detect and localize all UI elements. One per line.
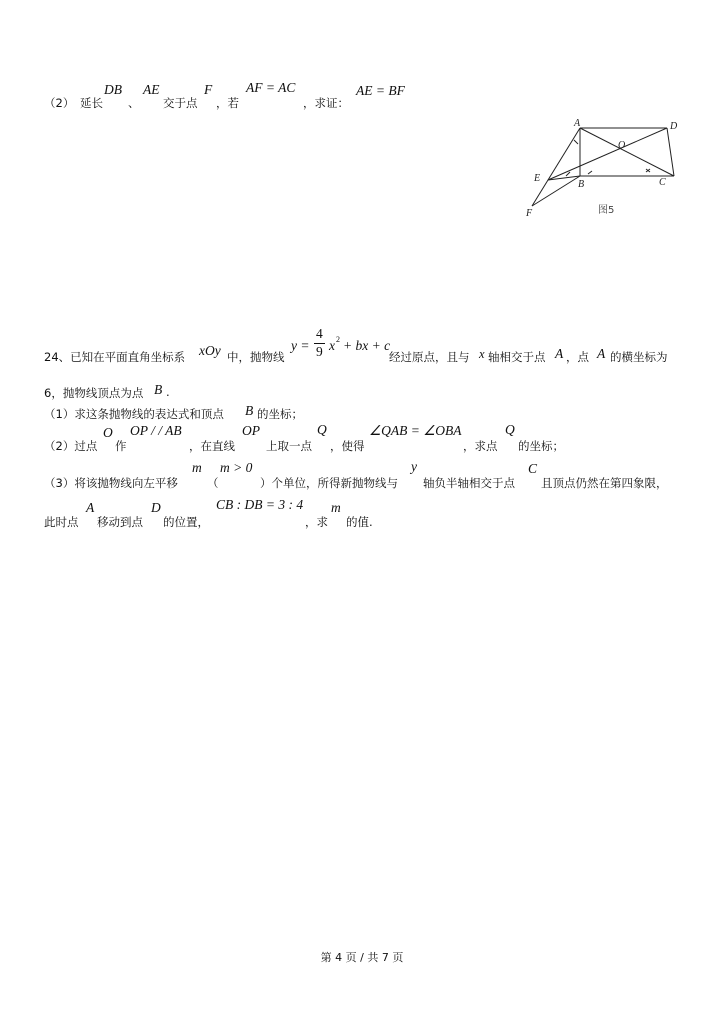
label-D: D <box>670 121 678 132</box>
angle-mark-B1 <box>566 172 570 176</box>
q2-goal: AE = BF <box>356 83 405 98</box>
q2-extend: 延长 <box>80 96 103 110</box>
p3-c: ）个单位，所得新抛物线与 <box>260 476 398 490</box>
label-O: O <box>618 140 626 151</box>
angle-mark-A <box>574 140 578 144</box>
q2-F: F <box>204 82 213 97</box>
q2-sep: 、 <box>128 96 140 110</box>
label-B: B <box>578 179 585 190</box>
p3-m2: m <box>331 500 341 515</box>
p2-Q: Q <box>317 422 327 437</box>
angle-mark-C <box>646 169 650 172</box>
p2-Q2: Q <box>505 422 515 437</box>
q2-DB: DB <box>104 82 122 97</box>
eq-square: 2 <box>336 335 340 344</box>
q24-point-A: A <box>555 346 564 361</box>
label-C: C <box>659 177 666 188</box>
p1-B: B <box>245 403 254 418</box>
eq-rest: + bx + c <box>343 338 391 353</box>
p3-j: 的值. <box>346 515 373 529</box>
p2-e: ，使得 <box>330 439 365 453</box>
q24-axis-meet: 轴相交于点 <box>488 350 546 364</box>
q2-condition: AF = AC <box>246 80 296 95</box>
p3-f: 此时点 <box>44 515 79 529</box>
p1-text: （1）求这条抛物线的表达式和顶点 <box>44 407 224 421</box>
figure-5 <box>518 114 688 224</box>
eq-denominator: 9 <box>316 344 323 359</box>
q24-x: x <box>479 347 485 361</box>
p3-y: y <box>411 459 417 474</box>
p3-ratio: CB : DB = 3 : 4 <box>216 497 304 512</box>
line-DBE <box>548 128 667 180</box>
p1-end: 的坐标； <box>257 407 303 421</box>
q24-period: . <box>166 385 170 399</box>
p2-c: ，在直线 <box>189 439 235 453</box>
q24-six: 6，抛物线顶点为点 <box>44 386 144 400</box>
diagonal-AC <box>580 128 674 176</box>
p3-D: D <box>151 500 161 515</box>
p3-d: 轴负半轴相交于点 <box>423 476 515 490</box>
p3-A: A <box>86 500 95 515</box>
q2-prove: ，求证： <box>303 96 349 110</box>
q24-xOy: xOy <box>199 343 221 358</box>
p3-i: ，求 <box>305 515 328 529</box>
q2-if: ，若 <box>216 96 239 110</box>
p3-g: 移动到点 <box>97 515 143 529</box>
q24-zhong: 中，抛物线 <box>227 350 285 364</box>
page-footer: 第 4 页 / 共 7 页 <box>320 951 404 964</box>
line-AF <box>532 128 580 206</box>
p2-f: ，求点 <box>463 439 498 453</box>
q24-passes: 经过原点，且与 <box>389 350 470 364</box>
p2-parallel: OP / / AB <box>130 423 182 438</box>
eq-numerator: 4 <box>316 326 323 341</box>
p2-OP: OP <box>242 423 260 438</box>
p3-C: C <box>528 461 538 476</box>
q2-number: （2） <box>44 96 75 110</box>
p2-d: 上取一点 <box>266 439 312 453</box>
q24-abscissa: 的横坐标为 <box>610 350 668 364</box>
p2-angle: ∠QAB = ∠OBA <box>369 423 462 438</box>
label-A: A <box>574 118 581 129</box>
eq-x: x <box>329 338 335 353</box>
q24-vertex-B: B <box>154 382 163 397</box>
p2-O: O <box>103 425 113 440</box>
p3-h: 的位置， <box>163 515 209 529</box>
p2-a: （2）过点 <box>44 439 98 453</box>
angle-mark-B2 <box>588 171 592 174</box>
eq-y: y = <box>291 338 310 353</box>
label-F: F <box>526 208 533 219</box>
p2-g: 的坐标； <box>518 439 564 453</box>
figure-caption: 图5 <box>598 205 615 216</box>
q2-meet: 交于点 <box>163 96 198 110</box>
p3-e: 且顶点仍然在第四象限， <box>541 476 668 490</box>
p3-b: （ <box>207 476 219 490</box>
q2-AE: AE <box>143 82 160 97</box>
q24-point-A2: A <box>597 346 606 361</box>
q24-comma-point: ，点 <box>566 350 589 364</box>
p2-b: 作 <box>115 439 127 453</box>
q24-lead: 24、已知在平面直角坐标系 <box>44 350 186 364</box>
edge-DC <box>667 128 674 176</box>
p3-a: （3）将该抛物线向左平移 <box>44 476 178 490</box>
p3-condition: m > 0 <box>220 460 253 475</box>
p3-m: m <box>192 460 202 475</box>
label-E: E <box>534 173 541 184</box>
